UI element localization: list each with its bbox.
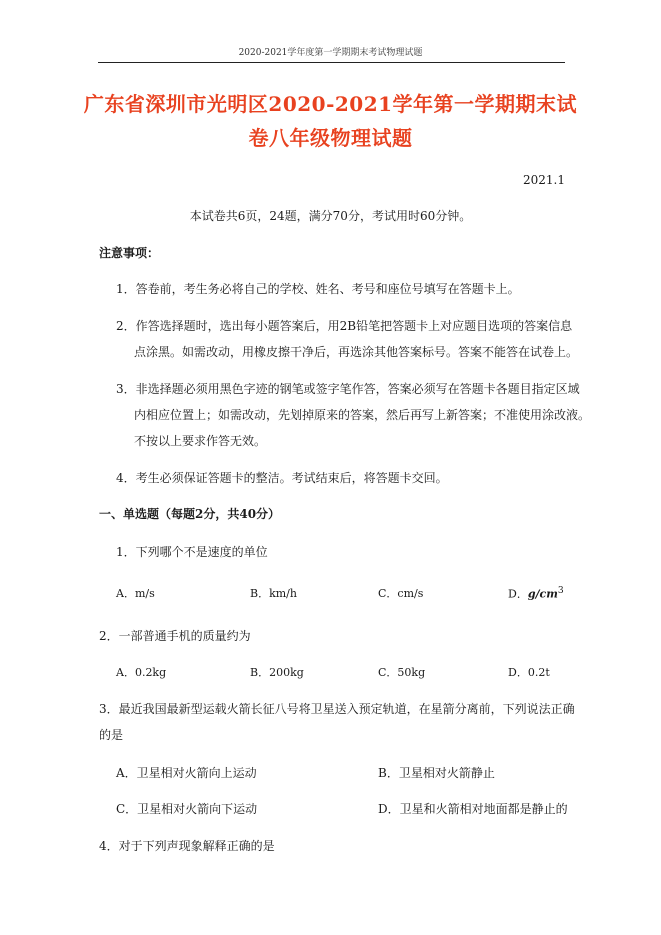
- note-4: 4．考生必须保证答题卡的整洁。考试结束后，将答题卡交回。: [116, 471, 448, 485]
- page-title-line-1: 广东省深圳市光明区2020-2021学年第一学期期末试: [83, 92, 578, 116]
- question-1-option-a: A．m/s: [116, 587, 155, 600]
- option-d-label: D．: [508, 587, 528, 601]
- section-heading: 一、单选题（每题2分，共40分）: [99, 507, 281, 521]
- note-3-line-2: 内相应位置上；如需改动，先划掉原来的答案，然后再写上新答案；不准使用涂改液。: [134, 408, 591, 422]
- question-3-stem-line-1: 3．最近我国最新型运载火箭长征八号将卫星送入预定轨道，在星箭分离前，下列说法正确: [99, 702, 575, 716]
- question-1-option-b: B．km/h: [250, 587, 297, 600]
- question-1-stem: 1．下列哪个不是速度的单位: [116, 545, 268, 559]
- question-3-option-b: B．卫星相对火箭静止: [378, 766, 495, 780]
- question-4-stem: 4．对于下列声现象解释正确的是: [99, 839, 275, 853]
- option-d-unit: g/cm: [527, 587, 558, 601]
- question-3-option-c: C．卫星相对火箭向下运动: [116, 802, 258, 816]
- note-3-line-3: 不按以上要求作答无效。: [134, 434, 267, 448]
- note-2-line-1: 2．作答选择题时，选出每小题答案后，用2B铅笔把答题卡上对应题目选项的答案信息: [116, 319, 573, 333]
- question-1-option-c: C．cm/s: [378, 587, 424, 600]
- note-1: 1．答卷前，考生务必将自己的学校、姓名、考号和座位号填写在答题卡上。: [116, 282, 520, 296]
- option-d-exponent: 3: [557, 585, 564, 596]
- note-2-line-2: 点涂黑。如需改动，用橡皮擦干净后，再选涂其他答案标号。答案不能答在试卷上。: [134, 345, 579, 359]
- exam-intro: 本试卷共6页，24题，满分70分，考试用时60分钟。: [189, 209, 472, 223]
- notes-heading: 注意事项：: [99, 246, 160, 260]
- question-3-option-d: D．卫星和火箭相对地面都是静止的: [378, 802, 568, 816]
- question-2-option-b: B．200kg: [250, 666, 304, 679]
- question-1-option-d: [508, 585, 564, 602]
- note-3-line-1: 3．非选择题必须用黑色字迹的钢笔或签字笔作答，答案必须写在答题卡各题目指定区域: [116, 382, 580, 396]
- question-3-stem-line-2: 的是: [99, 728, 124, 742]
- page-title-line-2: 卷八年级物理试题: [248, 126, 413, 150]
- question-2-stem: 2．一部普通手机的质量约为: [99, 629, 251, 643]
- question-2-option-a: A．0.2kg: [116, 666, 167, 679]
- question-2-option-d: D．0.2t: [508, 666, 550, 679]
- exam-date: 2021.1: [523, 173, 565, 187]
- question-2-option-c: C．50kg: [378, 666, 426, 679]
- question-3-option-a: A．卫星相对火箭向上运动: [116, 766, 257, 780]
- header-rule: [98, 62, 565, 63]
- running-header: 2020-2021学年度第一学期期末考试物理试题: [238, 48, 423, 58]
